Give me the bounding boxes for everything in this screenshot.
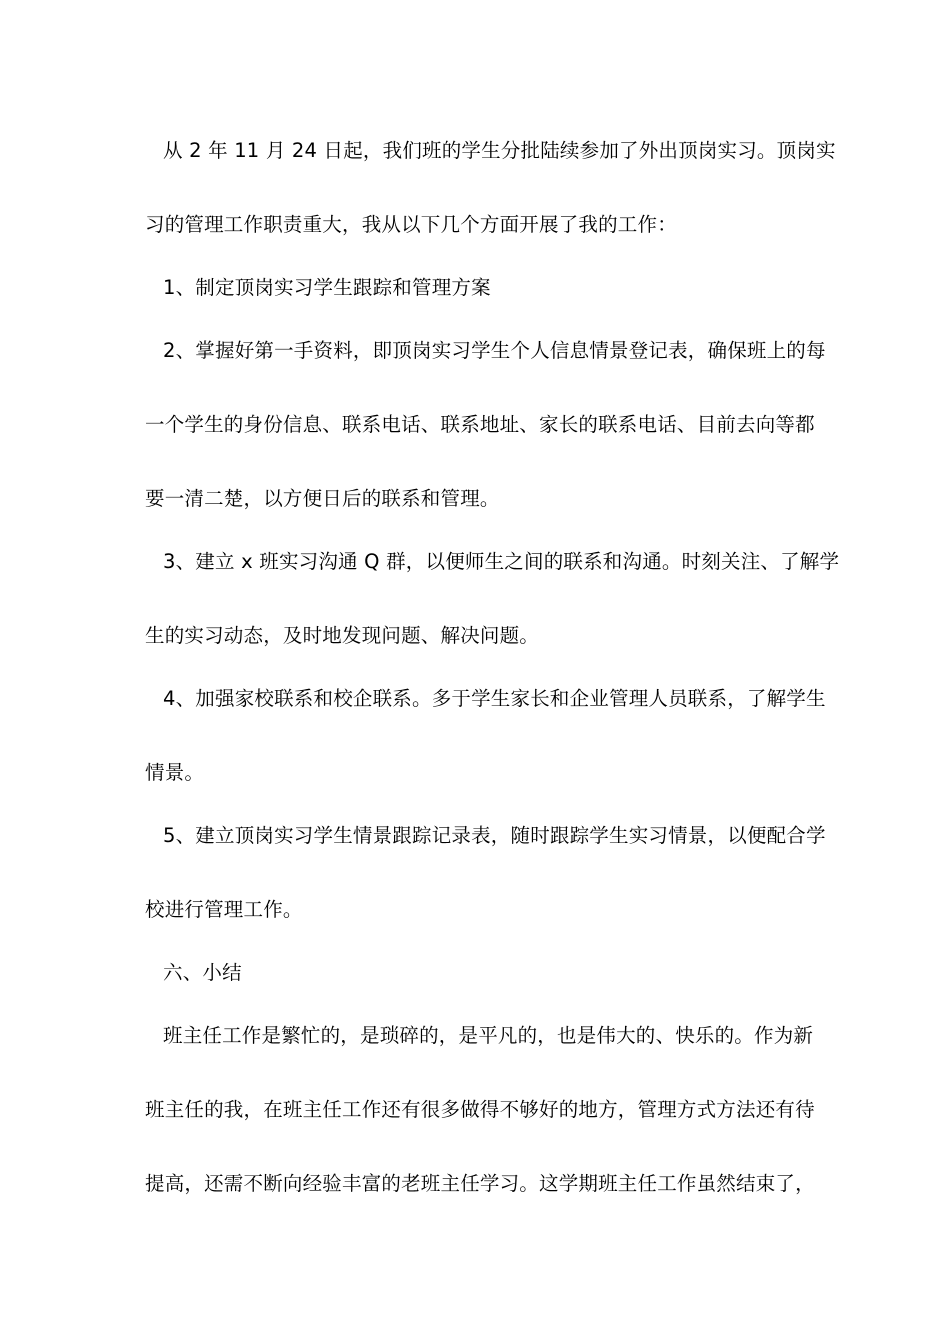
list-item-2-line-3: 要一清二楚，以方便日后的联系和管理。 [145,487,500,510]
list-item-3-line-2: 生的实习动态，及时地发现问题、解决问题。 [145,624,540,647]
list-item-4-line-1: 4、加强家校联系和校企联系。多于学生家长和企业管理人员联系，了解学生 [163,687,826,710]
paragraph-intro-line-2: 习的管理工作职责重大，我从以下几个方面开展了我的工作： [145,213,677,236]
summary-line-1: 班主任工作是繁忙的，是琐碎的，是平凡的，也是伟大的、快乐的。作为新 [163,1024,814,1047]
list-item-1: 1、制定顶岗实习学生跟踪和管理方案 [163,276,491,299]
list-item-4-line-2: 情景。 [145,761,205,784]
list-item-3-line-1: 3、建立 x 班实习沟通 Q 群，以便师生之间的联系和沟通。时刻关注、了解学 [163,550,840,573]
paragraph-intro-line-1: 从 2 年 11 月 24 日起，我们班的学生分批陆续参加了外出顶岗实习。顶岗实 [163,139,836,162]
summary-line-3: 提高，还需不断向经验丰富的老班主任学习。这学期班主任工作虽然结束了， [145,1172,815,1195]
summary-line-2: 班主任的我，在班主任工作还有很多做得不够好的地方，管理方式方法还有待 [145,1098,815,1121]
list-item-5-line-1: 5、建立顶岗实习学生情景跟踪记录表，随时跟踪学生实习情景，以便配合学 [163,824,826,847]
list-item-5-line-2: 校进行管理工作。 [145,898,303,921]
list-item-2-line-1: 2、掌握好第一手资料，即顶岗实习学生个人信息情景登记表，确保班上的每 [163,339,826,362]
list-item-2-line-2: 一个学生的身份信息、联系电话、联系地址、家长的联系电话、目前去向等都 [145,413,815,436]
section-heading-summary: 六、小结 [163,961,242,984]
